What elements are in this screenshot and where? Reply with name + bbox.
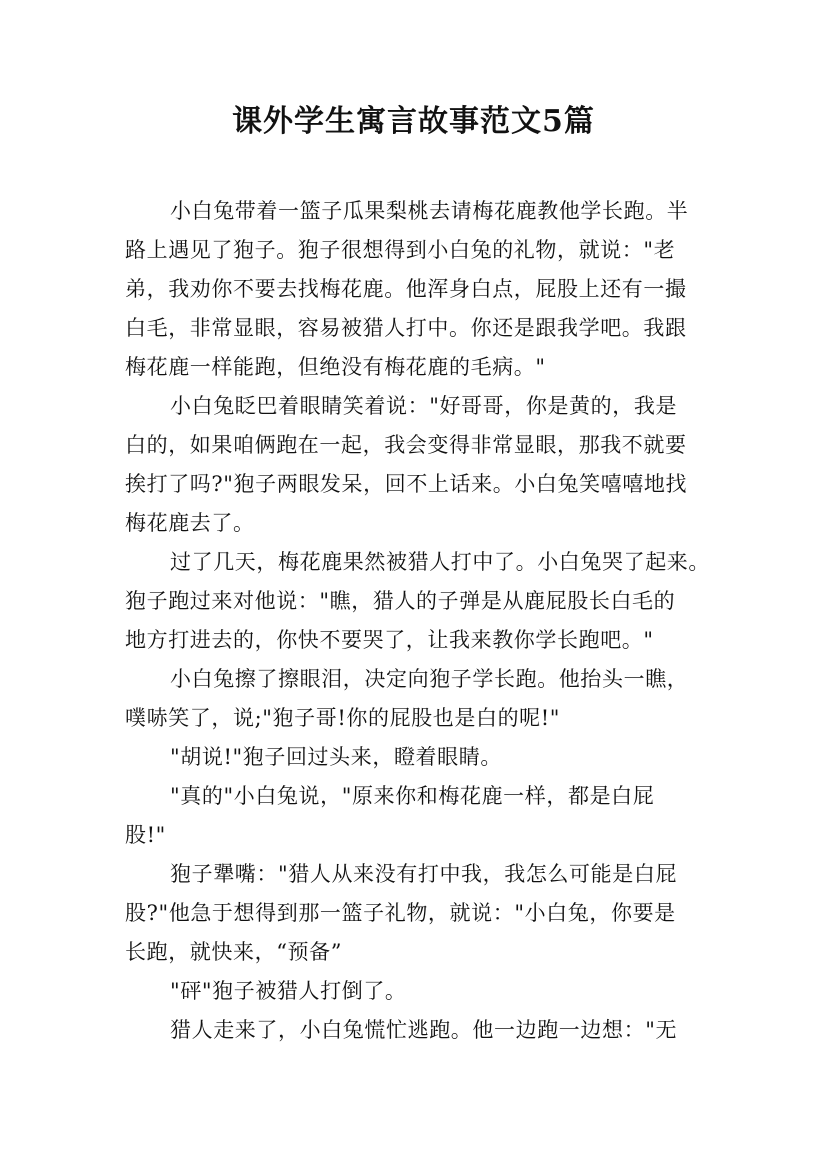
paragraph-line: 狍子犟嘴："猎人从来没有打中我，我怎么可能是白屁	[170, 862, 678, 886]
paragraph-line: "胡说!"狍子回过头来，瞪着眼睛。	[170, 745, 502, 769]
paragraph-line: 白毛，非常显眼，容易被猎人打中。你还是跟我学吧。我跟	[125, 316, 687, 340]
paragraph-line: 噗哧笑了，说;"狍子哥!你的屁股也是白的呢!"	[125, 706, 561, 730]
paragraph-line: 梅花鹿去了。	[125, 511, 255, 535]
paragraph-line: 猎人走来了，小白兔慌忙逃跑。他一边跑一边想："无	[170, 1018, 678, 1042]
paragraph-line: 股?"他急于想得到那一篮子礼物，就说："小白兔，你要是	[125, 901, 676, 925]
paragraph-line: "砰"狍子被猎人打倒了。	[170, 979, 407, 1003]
paragraph-line: 股!"	[125, 823, 166, 847]
paragraph-line: 弟，我劝你不要去找梅花鹿。他浑身白点，屁股上还有一撮	[125, 277, 687, 301]
document-body	[125, 192, 710, 1050]
paragraph-line: 长跑，就快来，“预备”	[125, 940, 343, 964]
paragraph-line: 挨打了吗?"狍子两眼发呆，回不上话来。小白兔笑嘻嘻地找	[125, 472, 688, 496]
paragraph-line: 小白兔带着一篮子瓜果梨桃去请梅花鹿教他学长跑。半	[170, 199, 689, 223]
paragraph-line: 地方打进去的，你快不要哭了，让我来教你学长跑吧。"	[125, 628, 654, 652]
paragraph-line: 梅花鹿一样能跑，但绝没有梅花鹿的毛病。"	[125, 355, 546, 379]
paragraph-line: "真的"小白兔说，"原来你和梅花鹿一样，都是白屁	[170, 784, 655, 808]
paragraph-line: 小白兔眨巴着眼睛笑着说："好哥哥，你是黄的，我是	[170, 394, 678, 418]
paragraph-line: 狍子跑过来对他说："瞧，猎人的子弹是从鹿屁股长白毛的	[125, 589, 676, 613]
paragraph-line: 过了几天，梅花鹿果然被猎人打中了。小白兔哭了起来。	[170, 550, 710, 574]
paragraph-line: 路上遇见了狍子。狍子很想得到小白兔的礼物，就说："老	[125, 238, 676, 262]
paragraph-line: 小白兔擦了擦眼泪，决定向狍子学长跑。他抬头一瞧，	[170, 667, 689, 691]
document-title: 课外学生寓言故事范文5篇	[232, 104, 595, 139]
paragraph-line: 白的，如果咱俩跑在一起，我会变得非常显眼，那我不就要	[125, 433, 687, 457]
